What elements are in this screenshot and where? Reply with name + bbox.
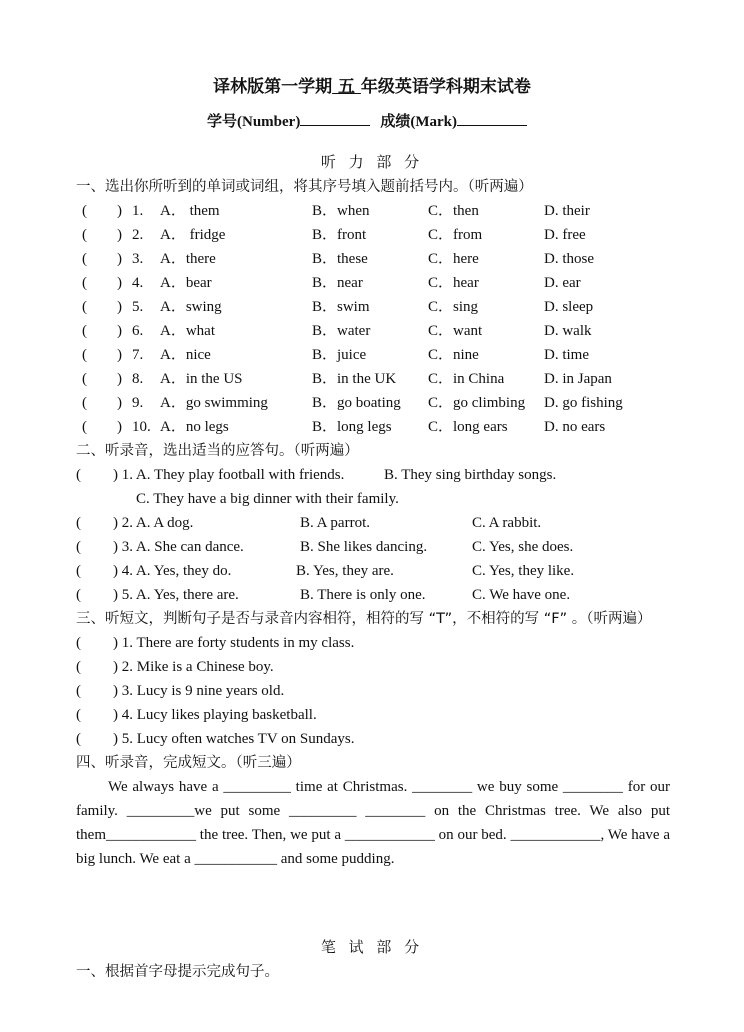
option-d: D. free	[544, 227, 586, 243]
question-row	[76, 415, 670, 439]
option-c: C．here	[428, 251, 479, 267]
page-title	[0, 72, 744, 97]
writing-part-heading: 笔 试 部 分	[320, 938, 424, 956]
option-b: B. A parrot.	[300, 515, 370, 531]
statement-text: ) 4. Lucy likes playing basketball.	[113, 707, 317, 723]
answer-paren[interactable]: (	[82, 203, 87, 219]
option-a: A．go swimming	[160, 395, 268, 411]
section2-question	[76, 583, 670, 607]
question-row	[76, 271, 670, 295]
option-c: C. Yes, they like.	[472, 563, 575, 579]
answer-paren[interactable]: (	[82, 299, 87, 315]
question-row	[76, 295, 670, 319]
section4-heading: 四、听录音，完成短文。（听三遍）	[76, 755, 301, 771]
option-b: B．near	[312, 275, 363, 291]
mark-label: 成绩(Mark)	[380, 114, 457, 130]
statement-text: ) 5. Lucy often watches TV on Sundays.	[113, 731, 355, 747]
option-b: B. There is only one.	[300, 587, 426, 603]
paren-close: )	[117, 203, 122, 219]
answer-paren[interactable]: (	[76, 515, 81, 531]
answer-paren[interactable]: (	[82, 275, 87, 291]
mark-blank[interactable]	[457, 111, 527, 126]
option-d: D. sleep	[544, 299, 594, 315]
option-a: A．in the US	[160, 371, 243, 387]
section2-question: ( ) 1. A. They play football with friends. B. They sing birthday songs.	[76, 463, 670, 487]
option-b: B．when	[312, 203, 370, 219]
answer-paren[interactable]: (	[82, 419, 87, 435]
question-number: 8.	[132, 371, 144, 387]
title-post: 年级英语学科期末试卷	[360, 77, 531, 97]
section1-questions	[76, 199, 670, 439]
question-number: 4.	[132, 275, 144, 291]
option-a: A．bear	[160, 275, 212, 291]
option-a: A． them	[160, 203, 220, 219]
option-a: ) 3. A. She can dance.	[113, 539, 244, 555]
paren-close: )	[117, 275, 122, 291]
question-row	[76, 343, 670, 367]
section3-statement	[76, 727, 670, 751]
option-a: A．there	[160, 251, 216, 267]
option-d: D. no ears	[544, 419, 606, 435]
option-c: C．sing	[428, 299, 479, 315]
option-d: D. their	[544, 203, 590, 219]
option-a: A．nice	[160, 347, 211, 363]
answer-paren[interactable]: (	[82, 371, 87, 387]
section3-questions	[76, 631, 670, 751]
option-a: A． fridge	[160, 227, 226, 243]
statement-text: ) 3. Lucy is 9 nine years old.	[113, 683, 285, 699]
option-a: ) 4. A. Yes, they do.	[113, 563, 232, 579]
writing-section1-heading: 一、根据首字母提示完成句子。	[76, 964, 279, 980]
option-a: A．no legs	[160, 419, 229, 435]
paren-close: )	[117, 227, 122, 243]
option-c: C．nine	[428, 347, 479, 363]
answer-paren[interactable]: (	[82, 395, 87, 411]
option-d: D. in Japan	[544, 371, 612, 387]
question-row	[76, 391, 670, 415]
section2-question	[76, 535, 670, 559]
option-b: B. Yes, they are.	[296, 563, 394, 579]
option-c: C．long ears	[428, 419, 508, 435]
answer-paren[interactable]: (	[76, 707, 81, 723]
answer-paren[interactable]: (	[76, 539, 81, 555]
option-d: D. time	[544, 347, 589, 363]
section2-question	[76, 511, 670, 535]
section2-questions	[76, 511, 670, 607]
question-row	[76, 199, 670, 223]
paren-close: )	[117, 251, 122, 267]
option-a: A．what	[160, 323, 215, 339]
answer-paren[interactable]: (	[76, 563, 81, 579]
statement-text: ) 1. There are forty students in my class.	[113, 635, 355, 651]
option-d: D. those	[544, 251, 594, 267]
question-number: 3.	[132, 251, 144, 267]
answer-paren[interactable]: (	[76, 731, 81, 747]
option-c: C. Yes, she does.	[472, 539, 574, 555]
section3-statement	[76, 631, 670, 655]
number-label: 学号(Number)	[207, 114, 301, 130]
option-b: B．water	[312, 323, 371, 339]
question-number: 2.	[132, 227, 144, 243]
answer-paren[interactable]: (	[82, 347, 87, 363]
answer-paren[interactable]: (	[76, 659, 81, 675]
answer-paren[interactable]: (	[76, 683, 81, 699]
number-blank[interactable]	[300, 111, 370, 126]
statement-text: ) 2. Mike is a Chinese boy.	[113, 659, 274, 675]
section2-question-cont	[76, 487, 670, 511]
exam-body	[76, 175, 670, 871]
paren-close: )	[117, 323, 122, 339]
paren-close: )	[117, 347, 122, 363]
option-b: B. She likes dancing.	[300, 539, 428, 555]
title-pre: 译林版第一学期	[213, 77, 333, 97]
paren-close: )	[117, 299, 122, 315]
option-a: ) 5. A. Yes, there are.	[113, 587, 239, 603]
option-d: D. ear	[544, 275, 581, 291]
option-b: B．juice	[312, 347, 367, 363]
question-row	[76, 247, 670, 271]
section2-question	[76, 559, 670, 583]
section1-heading: 一、选出你所听到的单词或词组，将其序号填入题前括号内。（听两遍）	[76, 179, 533, 195]
section3-statement	[76, 679, 670, 703]
question-number: 1.	[132, 203, 144, 219]
option-c: C．hear	[428, 275, 479, 291]
cloze-passage: We always have a _________ time at Christmas. ________ we buy some ________ for our family. _________we put some _________ ________ on the Christmas tree. We also put them____________ the tree. Then, we put a ____________ on our bed. ____________, We have a big lunch. We eat a ___________ and some pudding.	[76, 779, 670, 867]
section3-heading: 三、听短文，判断句子是否与录音内容相符，相符的写 “T”，不相符的写 “F” 。（听两遍）	[76, 611, 652, 627]
paren-close: )	[117, 395, 122, 411]
q1-option-a: ) 1. A. They play football with friends.	[113, 467, 345, 483]
question-number: 6.	[132, 323, 144, 339]
option-c: C. A rabbit.	[472, 515, 542, 531]
option-c: C. We have one.	[472, 587, 571, 603]
option-b: B．go boating	[312, 395, 401, 411]
option-d: D. go fishing	[544, 395, 623, 411]
option-b: B．in the UK	[312, 371, 397, 387]
section3-statement	[76, 655, 670, 679]
option-b: B．long legs	[312, 419, 392, 435]
question-row	[76, 367, 670, 391]
title-grade: 五	[332, 77, 361, 97]
option-d: D. walk	[544, 323, 592, 339]
question-number: 7.	[132, 347, 144, 363]
option-c: C．from	[428, 227, 483, 243]
option-b: B．these	[312, 251, 368, 267]
question-row	[76, 319, 670, 343]
question-number: 5.	[132, 299, 144, 315]
question-row	[76, 223, 670, 247]
answer-paren[interactable]: (	[76, 587, 81, 603]
option-a: ) 2. A. A dog.	[113, 515, 194, 531]
question-number: 10.	[132, 419, 151, 435]
option-c: C．in China	[428, 371, 505, 387]
listening-part-heading: 听 力 部 分	[320, 153, 424, 171]
answer-paren[interactable]: (	[76, 635, 81, 651]
answer-paren[interactable]: (	[82, 251, 87, 267]
option-c: C．go climbing	[428, 395, 526, 411]
section2-heading: 二、听录音，选出适当的应答句。（听两遍）	[76, 443, 359, 459]
q1-option-b: B. They sing birthday songs.	[384, 467, 557, 483]
answer-paren[interactable]: (	[82, 227, 87, 243]
student-info	[0, 110, 744, 131]
paren-close: )	[117, 419, 122, 435]
option-b: B．front	[312, 227, 367, 243]
question-number: 9.	[132, 395, 144, 411]
option-c: C．want	[428, 323, 483, 339]
section3-statement	[76, 703, 670, 727]
option-c: C．then	[428, 203, 479, 219]
option-a: A．swing	[160, 299, 222, 315]
q1-option-c: C. They have a big dinner with their family.	[136, 491, 399, 507]
option-b: B．swim	[312, 299, 370, 315]
paren-close: )	[117, 371, 122, 387]
answer-paren[interactable]: (	[82, 323, 87, 339]
